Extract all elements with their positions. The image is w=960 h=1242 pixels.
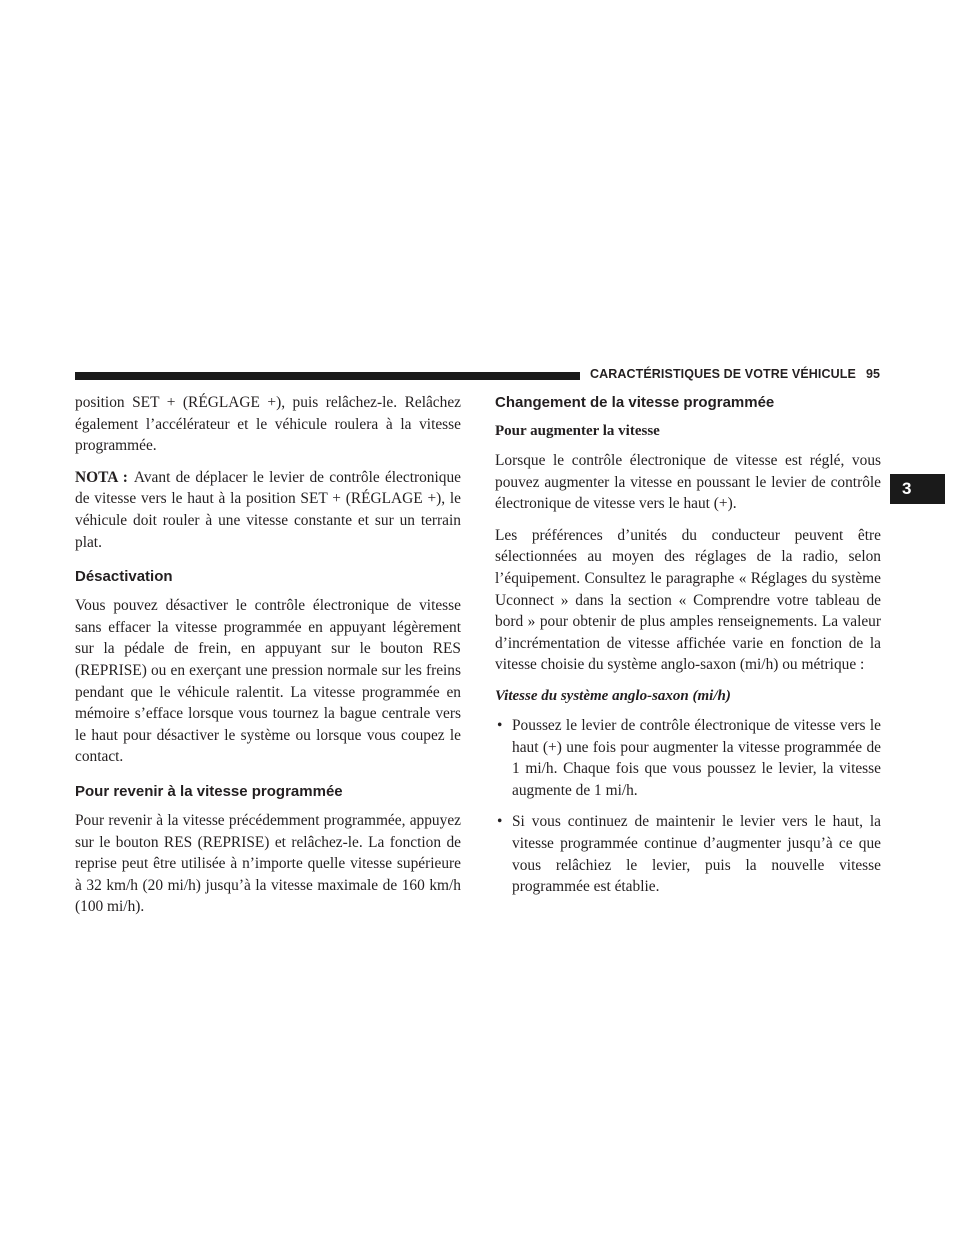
right-column [495,392,881,908]
list-item [495,811,881,897]
increase-subheading: Pour augmenter la vitesse [495,423,660,439]
bullet-icon: • [497,716,503,734]
change-speed-heading: Changement de la vitesse programmée [495,394,775,411]
deactivation-paragraph: Vous pouvez désactiver le contrôle électronique de vitesse sans effacer la vitesse programmée en appuyant légèrement sur la pédale de frein, en appuyant sur le bouton RES (REPRISE) ou en exerçant une pression normale sur les freins pendant que le véhicule ralentit. La vitesse programmée en mémoire s’efface lorsque vous tournez la bague centrale vers le haut pour désactiver le système ou lorsque vous coupez le contact. [75,597,461,766]
page-number: 95 [865,367,881,381]
list-item-text: Si vous continuez de maintenir le levier vers le haut, la vitesse programmée continue d’augmenter jusqu’à ce que vous relâchiez le levier, puis la nouvelle vitesse programmée est établie. [512,813,881,896]
bullet-icon: • [497,813,503,831]
section-title: CARACTÉRISTIQUES DE VOTRE VÉHICULE [590,367,856,381]
list-item [495,715,881,801]
note-label: NOTA : [75,468,128,486]
resume-paragraph: Pour revenir à la vitesse précédemment programmée, appuyez sur le bouton RES (REPRISE) et relâchez-le. La fonction de reprise peut être utilisée à n’importe quelle vitesse supérieure à 32 km/h (20 mi/h) jusqu’à la vitesse maximale de 160 km/h (100 mi/h). [75,811,461,916]
increase-paragraph: Lorsque le contrôle électronique de vitesse est réglé, vous pouvez augmenter la vitesse en poussant le levier de contrôle électronique de vitesse vers le haut (+). [495,452,881,513]
bullet-list [495,715,881,898]
chapter-tab: 3 [890,474,945,504]
deactivation-heading: Désactivation [75,568,173,586]
resume-heading: Pour revenir à la vitesse programmée [75,782,343,800]
note-paragraph [75,467,461,553]
list-item-text: Poussez le levier de contrôle électronique de vitesse vers le haut (+) une fois pour augmenter la vitesse programmée de 1 mi/h. Chaque fois que vous poussez le levier, la vitesse augmente de 1 mi/h. [512,716,881,799]
header-rule [75,372,580,380]
left-column [75,392,461,928]
note-text: Avant de déplacer le levier de contrôle électronique de vitesse vers le haut à la position SET + (RÉGLAGE +), le véhicule doit rouler à une vitesse constante et sur un terrain plat. [75,468,461,551]
units-paragraph: Les préférences d’unités du conducteur peuvent être sélectionnées au moyen des réglages de la radio, selon l’équipement. Consultez le paragraphe « Réglages du système Uconnect » dans la section « Comprendre votre tableau de bord » pour obtenir de plus amples renseignements. La valeur d’incrémentation de vitesse affichée varie en fonction de la vitesse choisie du système anglo-saxon (mi/h) ou métrique : [495,526,881,674]
imperial-subheading: Vitesse du système anglo-saxon (mi/h) [495,687,731,704]
intro-paragraph: position SET + (RÉGLAGE +), puis relâchez-le. Relâchez également l’accélérateur et le véhicule roulera à la vitesse programmée. [75,394,461,455]
running-header [590,367,890,381]
